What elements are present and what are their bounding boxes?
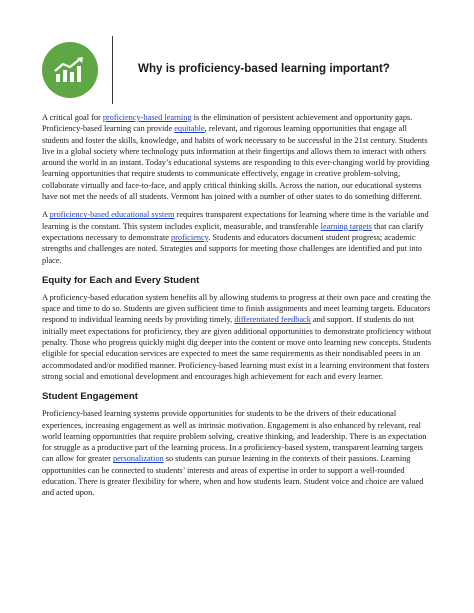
link-proficiency[interactable]: proficiency	[171, 232, 209, 242]
growth-chart-icon	[42, 42, 98, 98]
system-paragraph	[42, 209, 436, 265]
link-proficiency-based-educational-system[interactable]: proficiency-based educational system	[49, 210, 175, 220]
text-run: that can clarify expectations necessary to demonstrate	[42, 221, 424, 242]
text-run: A proficiency-based education system benefits all by allowing students to progress at their own pace and creating the space and time to do so. Students are given sufficient time to finish assignments and meet learning targets. Educators respond to individual learning needs by providing timely,	[42, 292, 431, 325]
text-run: so students can pursue learning in the contexts of their passions. Learning opportunities can be connected to students’ interests and areas of expertise in order to support a well-rounded education. There is greater flexibility for where, when and how students learn. Student voice and choice are valued and acted upon.	[42, 454, 424, 498]
text-run: A	[42, 210, 50, 220]
text-run: is the elimination of persistent achievement and opportunity gaps. Proficiency-based learning can provide	[42, 113, 413, 134]
chart-bar-4	[77, 66, 81, 82]
page-title: Why is proficiency-based learning important?	[138, 62, 390, 75]
text-run: , relevant, and rigorous learning opportunities that engage all students and foster the skills, knowledge, and habits of work necessary to be successful in the 21st century. Students live in a global society where technology puts information at their fingertips and allows them to interact with others around the world in an instant. Today’s educational systems are responding to this ever-changing world by providing learning opportunities that require students to communicate effectively, engage in creative problem-solving, collaborate virtually and face-to-face, and apply critical thinking skills. Across the nation, our educational systems have not met the needs of all students. Vermont has joined with a number of other states to do something different.	[42, 124, 430, 202]
chart-bar-1	[56, 74, 60, 82]
link-personalization[interactable]: personalization	[112, 454, 164, 464]
equity-heading: Equity for Each and Every Student	[42, 274, 200, 286]
link-differentiated-feedback[interactable]: differentiated feedback	[234, 315, 311, 325]
link-proficiency-based-learning[interactable]: proficiency-based learning	[102, 113, 192, 122]
link-equitable[interactable]: equitable	[174, 124, 205, 134]
chart-bar-3	[70, 72, 74, 82]
engagement-heading: Student Engagement	[42, 391, 138, 403]
equity-paragraph	[42, 292, 436, 382]
header-divider	[112, 36, 113, 104]
intro-paragraph	[42, 112, 436, 202]
text-run: . Students and educators document student progress; academic strengths and challenges are noted. Strategies and supports for meeting those challenges are identified and put into place.	[42, 232, 422, 265]
text-run: A critical goal for	[42, 113, 103, 122]
document-body	[42, 112, 436, 506]
text-run: Proficiency-based learning systems provide opportunities for students to be the drivers of their educational experiences, increasing engagement as well as intrinsic motivation. Engagement is also enhanced by relevant, real world learning opportunities that require problem solving, creative thinking, and leadership. There is an expectation for struggle as a productive part of the learning process. In a proficiency-based system, transparent learning targets can allow for greater	[42, 409, 427, 464]
chart-bar-2	[63, 70, 67, 82]
text-run: requires transparent expectations for learning where time is the variable and learning is the constant. This system includes explicit, measurable, and transferable	[42, 210, 429, 231]
engagement-paragraph	[42, 408, 436, 498]
link-learning-targets[interactable]: learning targets	[320, 221, 372, 231]
trend-line	[55, 59, 80, 71]
text-run: and support. If students do not initially meet expectations for proficiency, they are given additional opportunities to demonstrate proficiency without penalty. Those who progress quickly might dig deeper into the content or move onto learning new concepts. Students eligible for special education services are expected to meet the same requirements as their nondisabled peers in an accommodated and/or modified manner. Proficiency-based learning must exist in a learning environment that fosters strong social and emotional development and encourages high achievement for each and every learner.	[42, 315, 432, 381]
growth-chart-glyph	[53, 55, 87, 85]
